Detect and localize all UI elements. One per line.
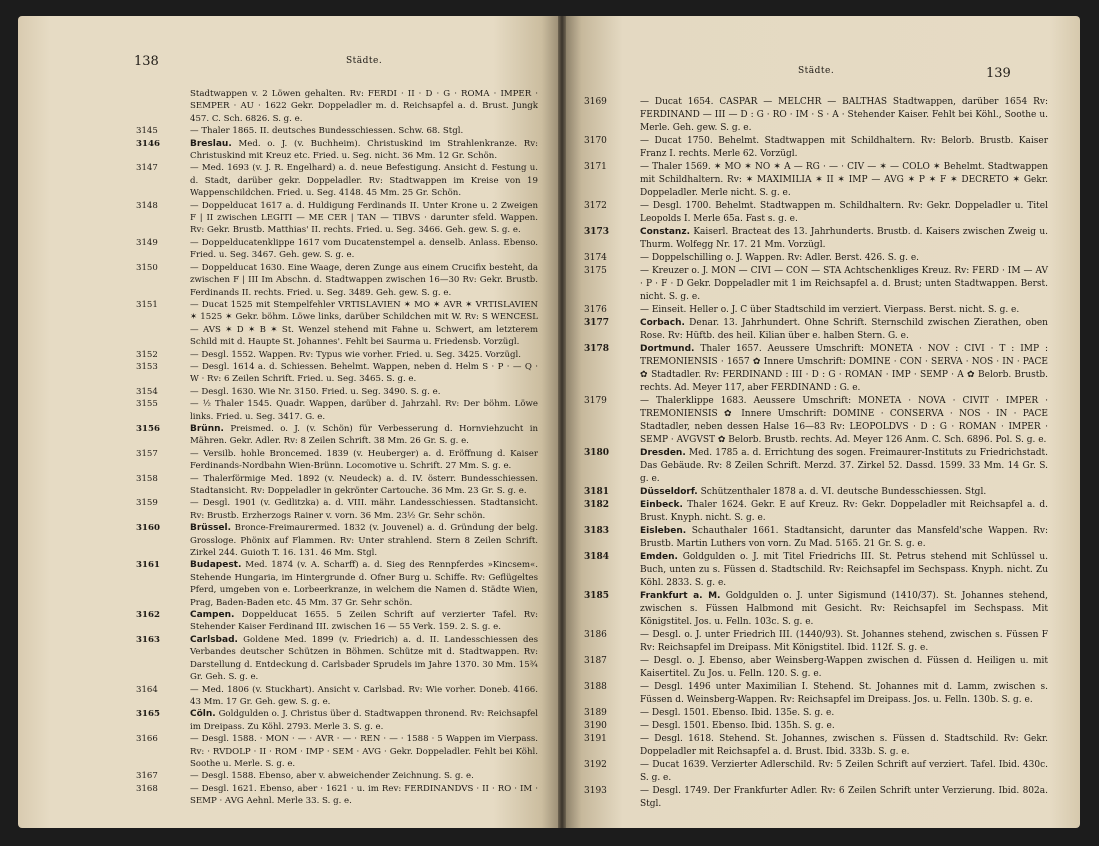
entry-text: Goldgulden o. J. mit Titel Friedrichs III. St. Petrus stehend mit Schlüssel u. Buch, unten zu s. Füssen d. Stadtschild. Rv: Reichsapfel im Sechspass. Knyph. nicht. Zu Köhl. 2833. S. g. e. [640, 552, 1048, 588]
entry-number: 3158 [136, 473, 158, 484]
entry-text: Med. o. J. (v. Buchheim). Christuskind im Strahlenkranze. Rv: Christuskind mit Kreuz etc. Fried. u. Seg. nicht. 36 Mm. 12 Gr. Schön. [190, 138, 538, 162]
entry-text: — Desgl. 1749. Der Frankfurter Adler. Rv: 6 Zeilen Schrift unter Verzierung. Ibid. 802a. Stgl. [640, 786, 1048, 809]
entry-number: 3167 [136, 771, 158, 782]
catalog-entry [584, 759, 1048, 785]
entry-number: 3145 [136, 126, 158, 137]
entry-place: Breslau. [190, 138, 232, 149]
entry-number: 3173 [584, 227, 610, 237]
entry-text: Med. 1785 a. d. Errichtung des sogen. Freimaurer-Instituts zu Friedrichstadt. Das Gebäude. Rv: 8 Zeilen Schrift. Merzd. 37. Zirkel 52. Dassd. 1599. 33 Mm. 14 Gr. S. g. e. [640, 448, 1048, 484]
entry-number: 3152 [136, 349, 158, 360]
entry-number: 3177 [584, 318, 610, 328]
catalog-entry [584, 447, 1048, 486]
entry-text: — Einseit. Heller o. J. C über Stadtschild im verziert. Vierpass. Berst. nicht. S. g. e. [640, 305, 1020, 315]
entry-text: — Desgl. 1552. Wappen. Rv: Typus wie vorher. Fried. u. Seg. 3425. Vorzügl. [190, 349, 521, 360]
entry-text: — Desgl. 1618. Stehend. St. Johannes, zwischen s. Füssen d. Stadtschild. Rv: Gekr. Doppeladler mit Reichsapfel a. d. Brust. Ibid. 333b. S. g. e. [640, 734, 1048, 757]
entry-number: 3170 [584, 136, 607, 146]
entry-number: 3147 [136, 163, 158, 174]
catalog-entry [136, 609, 538, 634]
entry-number: 3159 [136, 498, 158, 509]
catalog-entry [584, 681, 1048, 707]
entry-place: Dresden. [640, 448, 686, 458]
entry-number: 3168 [136, 783, 158, 794]
entry-number: 3190 [584, 721, 607, 731]
catalog-entry [136, 733, 538, 770]
entry-number: 3157 [136, 448, 158, 459]
catalog-entry [136, 473, 538, 498]
entry-number: 3181 [584, 487, 610, 497]
entry-number: 3153 [136, 361, 158, 372]
entry-number: 3178 [584, 344, 610, 354]
entry-text: — Desgl. 1621. Ebenso, aber · 1621 · u. im Rev: FERDINANDVS · II · RO · IM · SEMP · AVG Aehnl. Merle 33. S. g. e. [190, 783, 538, 807]
entry-text: Doppelducat 1655. 5 Zeilen Schrift auf verzierter Tafel. Rv: Stehender Kaiser Ferdinand III. zwischen 16 — 55 Verk. 159. 2. S. g. e. [190, 610, 539, 633]
entry-text: — Doppelducatenklippe 1617 vom Ducatenstempel a. denselb. Anlass. Ebenso. Fried. u. Seg. 3467. Geh. gew. S. g. e. [190, 237, 538, 261]
catalog-entry [584, 96, 1048, 135]
entry-number: 3148 [136, 200, 158, 211]
entry-text: — Kreuzer o. J. MON — CIVI — CON — STA Achtschenkliges Kreuz. Rv: FERD · IM — AV · P · F · D Gekr. Doppeladler mit 1 im Reichsapfel a. d. Brust; unten Stadtwappen. Berst. nicht. S. g. e. [640, 266, 1048, 302]
entry-number: 3189 [584, 708, 607, 718]
entry-place: Campen. [190, 610, 235, 621]
catalog-entry [584, 161, 1048, 200]
entry-text: — Med. 1806 (v. Stuckhart). Ansicht v. Carlsbad. Rv: Wie vorher. Doneb. 4166. 43 Mm. 17 Gr. Geh. gew. S. g. e. [190, 684, 538, 707]
entry-text: Bronce-Freimaurermed. 1832 (v. Jouvenel) a. d. Gründung der belg. Grossloge. Phönix auf Flammen. Rv: Unter strahlend. Stern 8 Zeilen Schrift. Zirkel 244. Guioth T. 16. 131. 46 Mm. Stgl. [190, 523, 538, 559]
catalog-entry [584, 707, 1048, 720]
catalog-entry [136, 559, 538, 609]
entry-text: — Ducat 1525 mit Stempelfehler VRTISLAVIEN ✶ MO ✶ AVR ✶ VRTISLAVIEN ✶ 1525 ✶ Gekr. böhm. Löwe links, darüber Schildchen mit W. Rv: S WENCESL — AVS ✶ D ✶ B ✶ St. Wenzel stehend mit Fahne u. Schwert, am letzterem Schild mit d. Haupte St. Johannes'. Fehlt bei Saurma u. Friedensb. Vorzügl. [190, 299, 538, 348]
entry-place: Dortmund. [640, 344, 695, 354]
catalog-entry [584, 265, 1048, 304]
entry-text: — ½ Thaler 1545. Quadr. Wappen, darüber d. Jahrzahl. Rv: Der böhm. Löwe links. Fried. u. Seg. 3417. G. e. [190, 399, 538, 422]
entry-text: — Doppelducat 1630. Eine Waage, deren Zunge aus einem Crucifix besteht, da zwischen F | III Im Abschn. d. Stadtwappen zwischen 16—30 Rv: Gekr. Brustb. Ferdinands II. rechts. Fried. u. Seg. 3489. Geh. gew. S. g. e. [190, 262, 538, 298]
entry-number: 3154 [136, 386, 158, 397]
entry-place: Corbach. [640, 318, 685, 328]
catalog-entry [136, 386, 538, 398]
catalog-entry [584, 733, 1048, 759]
entry-number: 3171 [584, 162, 607, 172]
catalog-entry [136, 349, 538, 361]
entry-number: 3149 [136, 237, 158, 248]
catalog-entry [136, 398, 538, 423]
running-header: Städte. [798, 66, 835, 76]
catalog-entry [136, 448, 538, 473]
catalog-entry [136, 770, 538, 782]
catalog-entry [584, 252, 1048, 265]
entry-place: Brüssel. [190, 523, 232, 534]
entry-number: 3161 [136, 560, 160, 571]
entry-text: — Thalerklippe 1683. Aeussere Umschrift: MONETA · NOVA · CIVIT · IMPER · TREMONIENSIS ✿ Innere Umschrift: DOMINE · CONSERVA · NOS · IN · PACE Stadtadler, neben dessen Halse 16—83 Rv: LEOPOLDVS · D : G · ROMAN · IMPER · SEMP · AVGVST ✿ Belorb. Brustb. rechts. Ad. Meyer 126 Anm. C. Sch. 6896. Pol. S. g. e. [640, 396, 1048, 445]
entry-number: 3176 [584, 305, 607, 315]
entry-number: 3164 [136, 684, 158, 695]
entry-text: — Thaler 1865. II. deutsches Bundesschiessen. Schw. 68. Stgl. [190, 126, 464, 137]
entry-number: 3191 [584, 734, 607, 744]
catalog-entry [584, 720, 1048, 733]
entry-place: Einbeck. [640, 500, 683, 510]
entry-place: Emden. [640, 552, 678, 562]
entry-number: 3146 [136, 138, 160, 149]
entry-text: Schauthaler 1661. Stadtansicht, darunter das Mansfeld'sche Wappen. Rv: Brustb. Martin Luthers von vorn. Zu Mad. 5165. 21 Gr. S. g. e. [640, 526, 1048, 549]
entry-number: 3187 [584, 656, 607, 666]
catalog-entry [136, 299, 538, 349]
entry-text: Thaler 1657. Aeussere Umschrift: MONETA · NOV : CIVI · T : IMP : TREMONIENSIS · 1657 ✿ Innere Umschrift: DOMINE · CON · SERVA · NOS · IN · PACE ✿ Stadtadler. Rv: FERDINAND : III · D : G · ROMAN · IMP · SEMP · A ✿ Belorb. Brustb. rechts. Ad. Meyer 117, aber FERDINAND : G. e. [640, 344, 1048, 393]
entry-text: — Desgl. 1901 (v. Gedlitzka) a. d. VIII. mähr. Landesschiessen. Stadtansicht. Rv: Brustb. Erzherzogs Rainer v. vorn. 36 Mm. 23½ Gr. Sehr schön. [190, 498, 538, 521]
catalog-entry [136, 237, 538, 262]
entry-text: Goldgulden o. J. Christus über d. Stadtwappen thronend. Rv: Reichsapfel im Dreipass. Zu Köhl. 2793. Merle 3. S. g. e. [190, 709, 539, 732]
catalog-entry [584, 304, 1048, 317]
book-gutter [558, 16, 566, 828]
catalog-entry [584, 317, 1048, 343]
entry-text: — Versilb. hohle Broncemed. 1839 (v. Heuberger) a. d. Eröffnung d. Kaiser Ferdinands-Nordbahn Wien-Brünn. Locomotive u. Schrift. 27 Mm. S. g. e. [190, 448, 538, 472]
entry-number: 3175 [584, 266, 607, 276]
entry-text: Preismed. o. J. (v. Schön) für Verbesserung d. Hornviehzucht in Mähren. Gekr. Adler. Rv: 8 Zeilen Schrift. 38 Mm. 26 Gr. S. g. e. [190, 423, 539, 447]
entry-place: Düsseldorf. [640, 487, 698, 497]
entry-text: — Desgl. 1614 a. d. Schiessen. Behelmt. Wappen, neben d. Helm S · P · — Q · W · Rv: 6 Zeilen Schrift. Fried. u. Seg. 3465. S. g. e. [190, 361, 538, 385]
entry-number: 3155 [136, 399, 158, 410]
entry-number: 3184 [584, 552, 610, 562]
entry-text: — Desgl. 1630. Wie Nr. 3150. Fried. u. Seg. 3490. S. g. e. [190, 386, 441, 397]
catalog-entry [584, 590, 1048, 629]
entry-text: — Ducat 1750. Behelmt. Stadtwappen mit Schildhaltern. Rv: Belorb. Brustb. Kaiser Franz I. rechts. Merle 62. Vorzügl. [640, 136, 1048, 159]
catalog-entry [584, 785, 1048, 811]
catalog-entry [136, 138, 538, 163]
entry-text: — Doppelschilling o. J. Wappen. Rv: Adler. Berst. 426. S. g. e. [640, 253, 920, 263]
entry-place: Eisleben. [640, 526, 687, 536]
entry-text: — Thalerförmige Med. 1892 (v. Neudeck) a. d. IV. österr. Bundesschiessen. Stadtansicht. Rv: Doppeladler in gekrönter Cartouche. 36 Mm. 23 Gr. S. g. e. [190, 473, 538, 496]
entry-text: — Desgl. 1700. Behelmt. Stadtwappen m. Schildhaltern. Rv: Gekr. Doppeladler u. Titel Leopolds I. Merle 65a. Fast s. g. e. [640, 201, 1048, 224]
entry-number: 3174 [584, 253, 607, 263]
catalog-entry [584, 226, 1048, 252]
catalog-entry [584, 343, 1048, 395]
entry-number: 3180 [584, 448, 610, 458]
entry-number: 3192 [584, 760, 607, 770]
right-page [566, 16, 1080, 828]
entry-text: Kaiserl. Bracteat des 13. Jahrhunderts. Brustb. d. Kaisers zwischen Zweig u. Thurm. Wolfegg Nr. 17. 21 Mm. Vorzügl. [640, 227, 1048, 250]
entry-number: 3166 [136, 734, 158, 745]
entry-number: 3160 [136, 523, 160, 534]
catalog-entry [584, 135, 1048, 161]
catalog-entry [136, 684, 538, 709]
entry-number: 3150 [136, 262, 158, 273]
entry-place: Brünn. [190, 423, 224, 434]
entry-text: — Desgl. o. J. Ebenso, aber Weinsberg-Wappen zwischen d. Füssen d. Heiligen u. mit Kaisertitel. Zu Jos. u. Felln. 120. S. g. e. [640, 656, 1048, 679]
entry-text: — Thaler 1569. ✶ MO ✶ NO ✶ A — RG · — · CIV — ✶ — COLO ✶ Behelmt. Stadtwappen mit Schildhaltern. Rv: ✶ MAXIMILIA ✶ II ✶ IMP — AVG ✶ P ✶ F ✶ DECRETO ✶ Gekr. Doppeladler. Merle nicht. S. g. e. [640, 162, 1048, 198]
entry-text: — Doppelducat 1617 a. d. Huldigung Ferdinands II. Unter Krone u. 2 Zweigen F | II zwischen LEGITI — ME CER | TAN — TIBVS · darunter sfeld. Wappen. Rv: Gekr. Brustb. Matthias' II. rechts. Fried. u. Seg. 3466. Geh. gew. S. g. e. [190, 200, 538, 236]
entry-place: Cöln. [190, 709, 216, 720]
entry-text: — Desgl. 1501. Ebenso. Ibid. 135e. S. g. e. [640, 708, 835, 718]
entry-number: 3182 [584, 500, 610, 510]
page-number: 139 [986, 66, 1011, 81]
entry-text: Thaler 1624. Gekr. E auf Kreuz. Rv: Gekr. Doppeladler mit Reichsapfel a. d. Brust. Knyph. nicht. S. g. e. [640, 500, 1049, 523]
entry-text: Goldgulden o. J. unter Sigismund (1410/37). St. Johannes stehend, zwischen s. Füssen Halbmond mit Gesicht. Rv: Reichsapfel im Sechspass. Mit Königstitel. Jos. u. Felln. 103c. S. g. e. [640, 591, 1048, 627]
entry-number: 3193 [584, 786, 607, 796]
page-number: 138 [134, 54, 159, 69]
entry-number: 3172 [584, 201, 607, 211]
entry-text: — Ducat 1639. Verzierter Adlerschild. Rv: 5 Zeilen Schrift auf verziert. Tafel. Ibid. 430c. S. g. e. [640, 760, 1048, 783]
entry-text: — Desgl. 1501. Ebenso. Ibid. 135h. S. g. e. [640, 721, 835, 731]
open-book [18, 16, 1080, 828]
entry-text: — Med. 1693 (v. J. R. Engelhard) a. d. neue Befestigung. Ansicht d. Festung u. d. Stadt, darüber gekr. Doppeladler. Rv: Stadtwappen im Kreise von 19 Wappenschildchen. Fried. u. Seg. 4148. 45 Mm. 25 Gr. Schön. [190, 163, 538, 199]
entry-place: Frankfurt a. M. [640, 591, 721, 601]
catalog-entry [136, 522, 538, 559]
entry-place: Carlsbad. [190, 634, 238, 645]
entry-text: Goldene Med. 1899 (v. Friedrich) a. d. II. Landesschiessen des Verbandes deutscher Schützen in Böhmen. Schütze mit d. Stadtwappen. Rv: Darstellung d. Entdeckung d. Carlsbader Sprudels im Jahre 1370. 30 Mm. 15¾ Gr. Geh. S. g. e. [190, 634, 539, 683]
catalog-entry [584, 499, 1048, 525]
catalog-entry [584, 655, 1048, 681]
catalog-entry [584, 486, 1048, 499]
catalog-entry [584, 551, 1048, 590]
entry-text: — Desgl. 1588. Ebenso, aber v. abweichender Zeichnung. S. g. e. [190, 771, 474, 782]
running-header: Städte. [346, 56, 383, 66]
entry-text: — Desgl. 1588. · MON · — · AVR · — · REN · — · 1588 · 5 Wappen im Vierpass. Rv: · RVDOLP · II · ROM · IMP · SEM · AVG · Gekr. Doppeladler. Fehlt bei Köhl. Soothe u. Merle. S. g. e. [190, 734, 538, 769]
catalog-entry [136, 634, 538, 684]
catalog-entry [136, 162, 538, 199]
entry-text: — Ducat 1654. CASPAR — MELCHR — BALTHAS Stadtwappen, darüber 1654 Rv: FERDINAND — III — D : G · RO · IM · S · A · Stehender Kaiser. Fehlt bei Köhl., Soothe u. Merle. Geh. gew. S. g. e. [640, 97, 1048, 133]
entry-number: 3156 [136, 423, 160, 434]
entry-number: 3185 [584, 591, 610, 601]
catalog-entry [136, 783, 538, 808]
entry-number: 3169 [584, 97, 607, 107]
entry-text: Schützenthaler 1878 a. d. VI. deutsche Bundesschiessen. Stgl. [700, 487, 987, 497]
catalog-entry [136, 361, 538, 386]
entry-text: Denar. 13. Jahrhundert. Ohne Schrift. Sternschild zwischen Zierathen, oben Rose. Rv: Hüftb. des heil. Kilian über e. halben Stern. G. e. [640, 318, 1048, 341]
entry-number: 3151 [136, 299, 158, 310]
catalog-entries [584, 96, 1048, 811]
entry-place: Constanz. [640, 227, 690, 237]
catalog-entry [136, 200, 538, 237]
entry-number: 3162 [136, 610, 160, 621]
entry-number: 3163 [136, 634, 160, 645]
catalog-entry [136, 125, 538, 137]
catalog-entries [136, 88, 538, 808]
continuation-text: Stadtwappen v. 2 Löwen gehalten. Rv: FERDI · II · D · G · ROMA · IMPER · SEMPER · AU · 1622 Gekr. Doppeladler m. d. Reichsapfel a. d. Brust. Jungk 457. C. Sch. 6826. S. g. e. [190, 89, 538, 124]
entry-text: Med. 1874 (v. A. Scharff) a. d. Sieg des Rennpferdes »Kincsem«. Stehende Hungaria, im Hintergrunde d. Ofner Burg u. Schiffe. Rv: Geflügeltes Pferd, umgeben von e. Lorbeerkranze, in welchem die Namen d. Städte Wien, Prag, Baden-Baden etc. 45 Mm. 37 Gr. Sehr schön. [190, 560, 538, 608]
entry-text: — Desgl. 1496 unter Maximilian I. Stehend. St. Johannes mit d. Lamm, zwischen s. Füssen d. Weinsberg-Wappen. Rv: Reichsapfel im Dreipass. Jos. u. Felln. 130b. S. g. e. [640, 682, 1048, 705]
entry-number: 3165 [136, 709, 160, 720]
catalog-entry [584, 525, 1048, 551]
entry-number: 3183 [584, 526, 610, 536]
entry-place: Budapest. [190, 560, 242, 571]
entry-text: — Desgl. o. J. unter Friedrich III. (1440/93). St. Johannes stehend, zwischen s. Füssen F Rv: Reichsapfel im Dreipass. Mit Königstitel. Ibid. 112f. S. g. e. [640, 630, 1048, 653]
entry-number: 3188 [584, 682, 607, 692]
catalog-entry [136, 423, 538, 448]
catalog-entry [584, 395, 1048, 447]
catalog-entry [584, 629, 1048, 655]
catalog-entry [136, 708, 538, 733]
catalog-entry [136, 497, 538, 522]
entry-number: 3186 [584, 630, 607, 640]
catalog-entry [584, 200, 1048, 226]
left-page [18, 16, 558, 828]
catalog-entry [136, 262, 538, 299]
entry-number: 3179 [584, 396, 607, 406]
